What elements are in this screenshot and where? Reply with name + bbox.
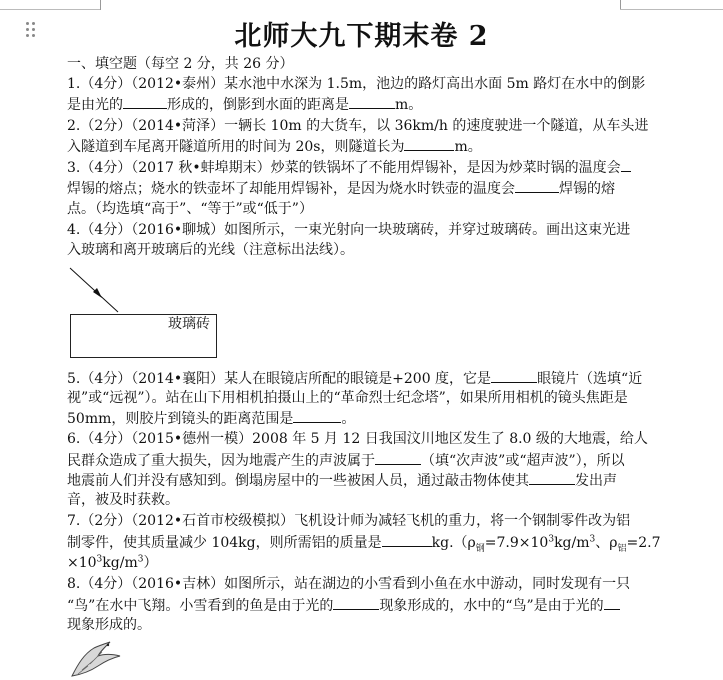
glass-brick-label: 玻璃砖: [168, 316, 210, 332]
section-heading: 一、填空题（每空 2 分，共 26 分）: [67, 56, 294, 72]
q3-blank-1[interactable]: [621, 157, 631, 172]
q1-line2: 是由光的 形成的，倒影到水面的距离是 m。: [67, 94, 422, 115]
flying-bird-illustration-icon: [64, 636, 134, 680]
q6-line2: 民群众造成了重大损失，因为地震产生的声波属于 （填“次声波”或“超声波”），所以: [67, 450, 625, 471]
q8-line2: “鸟”在水中飞翔。小雪看到的鱼是由于光的 现象形成的，水中的“鸟”是由于光的: [67, 595, 620, 616]
q1-blank-2[interactable]: [349, 94, 395, 109]
q5-blank-2[interactable]: [293, 408, 341, 423]
q8-line1: 8.（4分）（2016•吉林）如图所示，站在湖边的小雪看到小鱼在水中游动，同时发现有一只: [67, 576, 631, 592]
q8-blank-1[interactable]: [333, 595, 379, 610]
q3-line3: 点。（均选填“高于”、“等于”或“低于”）: [67, 201, 313, 217]
q5-line2: 视”或“远视”）。站在山下用相机拍摄山上的“革命烈士纪念塔”，如果所用相机的镜头焦距是: [67, 390, 628, 406]
q8-blank-2[interactable]: [604, 595, 620, 610]
q3-line1: 3.（4分）（2017 秋•蚌埠期末）炒菜的铁锅坏了不能用焊锡补，是因为炒菜时锅的温度会: [67, 157, 631, 178]
q2-line2: 入隧道到车尾离开隧道所用的时间为 20s，则隧道长为 m。: [67, 136, 482, 157]
page-top-border: [0, 0, 723, 10]
q1-blank-1[interactable]: [123, 94, 167, 109]
q6-blank-1[interactable]: [375, 450, 421, 465]
q6-blank-2[interactable]: [529, 470, 575, 485]
document-title: 北师大九下期末卷 2: [234, 21, 489, 52]
q3-blank-2[interactable]: [515, 178, 559, 193]
q4-line2: 入玻璃和离开玻璃后的光线（注意标出法线）。: [67, 242, 354, 258]
q5-line1: 5.（4分）（2014•襄阳）某人在眼镜店所配的眼镜是+200 度，它是 眼镜片（选填“近: [67, 368, 642, 389]
q2-blank-1[interactable]: [404, 136, 454, 151]
q6-line1: 6.（4分）（2015•德州一模）2008 年 5 月 12 日我国汶川地区发生了 8.0 级的大地震，给人: [67, 431, 648, 447]
light-ray-arrow-icon: [60, 262, 130, 318]
q1-line1: 1.（4分）（2012•泰州）某水池中水深为 1.5m，池边的路灯高出水面 5m 路灯在水中的倒影: [67, 76, 646, 92]
q6-line4: 音，被及时获救。: [67, 492, 179, 508]
q3-line2: 焊锡的熔点；烧水的铁壶坏了却能用焊锡补，是因为烧水时铁壶的温度会 焊锡的熔: [67, 178, 615, 199]
q7-line1: 7.（2分）（2012•石首市校级模拟）飞机设计师为减轻飞机的重力，将一个钢制零件改为铝: [67, 513, 631, 529]
q6-line3: 地震前人们并没有感知到。倒塌房屋中的一些被困人员，通过敲击物体使其 发出声: [67, 470, 617, 491]
q5-line3: 50mm，则胶片到镜头的距离范围是 。: [67, 408, 355, 429]
q4-line1: 4.（4分）（2016•聊城）如图所示，一束光射向一块玻璃砖，并穿过玻璃砖。画出这束光进: [67, 222, 631, 238]
q7-blank-1[interactable]: [382, 532, 432, 547]
q2-line1: 2.（2分）（2014•菏泽）一辆长 10m 的大货车，以 36km/h 的速度驶进一个隧道，从车头进: [67, 118, 649, 134]
q7-line2: 制零件，使其质量减少 104kg，则所需铝的质量是 $kg.(\rho_钢=7.9\times 10^3kg/m^3$、$\rho_铝=2.7$: [67, 532, 660, 553]
q7-line3: $\times 10^3kg/m^3$）: [67, 554, 158, 571]
q8-line3: 现象形成的。: [67, 617, 151, 633]
q5-blank-1[interactable]: [491, 368, 537, 383]
